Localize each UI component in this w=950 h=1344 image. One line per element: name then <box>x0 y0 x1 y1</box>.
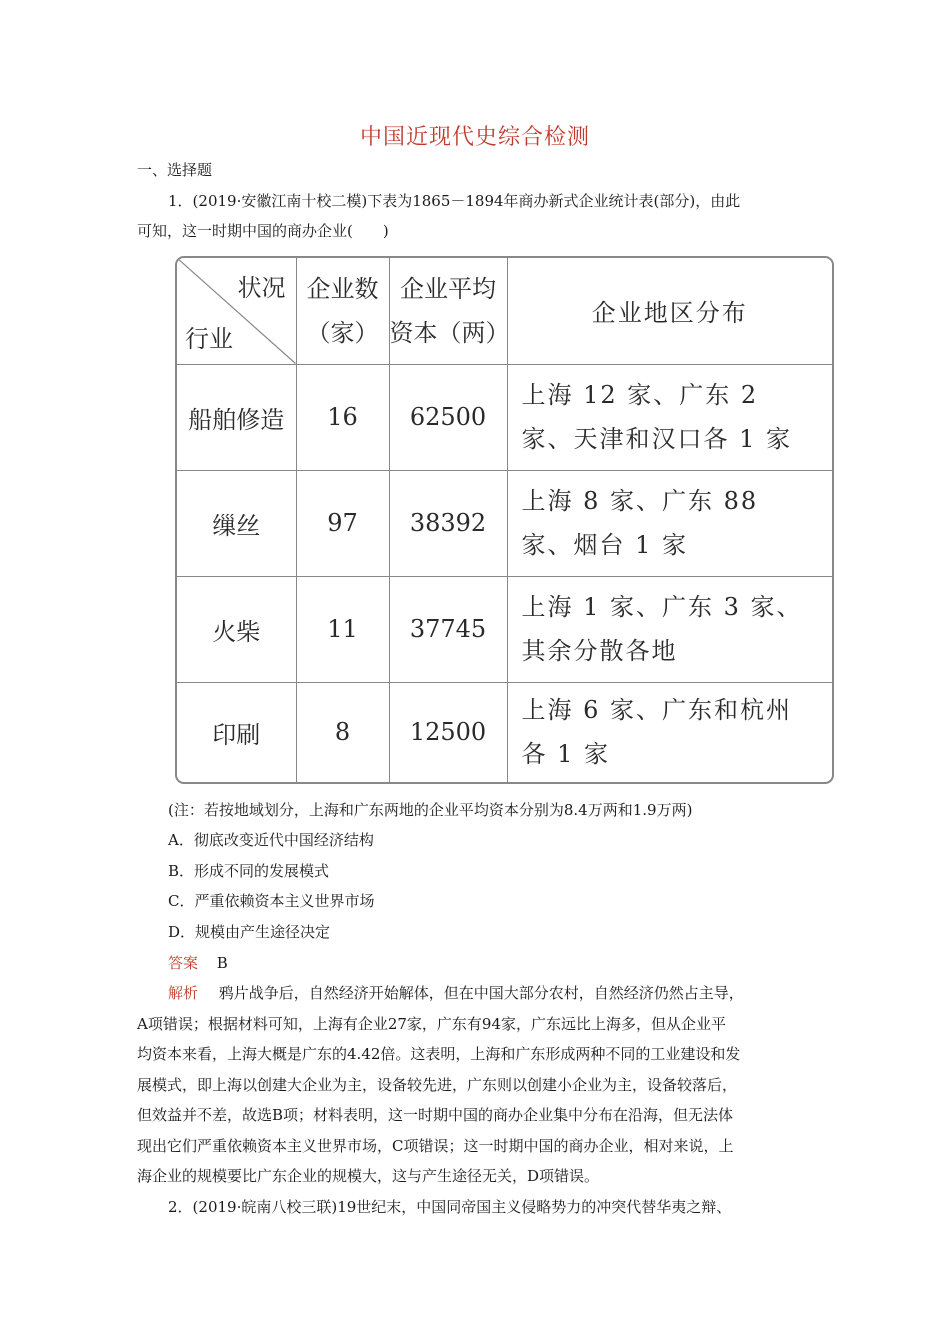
cell-capital: 38392 <box>389 470 507 576</box>
table-note: (注：若按地域划分，上海和广东两地的企业平均资本分别为8.4万两和1.9万两) <box>168 801 693 819</box>
analysis-line-5: 但效益并不差，故选B项；材料表明，这一时期中国的商办企业集中分布在沿海，但无法体 <box>137 1106 734 1124</box>
section-heading: 一、选择题 <box>137 161 213 179</box>
cell-industry: 船舶修造 <box>177 364 296 470</box>
cell-region: 上海 12 家、广东 2 家、天津和汉口各 1 家 <box>507 364 832 470</box>
cell-industry: 火柴 <box>177 576 296 682</box>
cell-region: 上海 8 家、广东 88 家、烟台 1 家 <box>507 470 832 576</box>
table-row <box>177 470 832 576</box>
analysis-text: 鸦片战争后，自然经济开始解体，但在中国大部分农村，自然经济仍然占主导， <box>218 984 744 1002</box>
answer-value: B <box>216 954 228 972</box>
question-1-line-1: 1．(2019·安徽江南十校二模)下表为1865－1894年商办新式企业统计表(部分)，由此 <box>168 192 741 210</box>
table-header-row <box>177 258 832 364</box>
question-1-line-2: 可知，这一时期中国的商办企业( ) <box>137 222 389 240</box>
cell-count: 11 <box>296 576 389 682</box>
table-row <box>177 576 832 682</box>
header-count-line-1: 企业数 <box>306 274 379 303</box>
header-capital-line-1: 企业平均 <box>400 274 496 303</box>
table-row <box>177 364 832 470</box>
cell-industry: 缫丝 <box>177 470 296 576</box>
option-c: C．严重依赖资本主义世界市场 <box>168 892 375 910</box>
table-corner-cell <box>177 258 296 364</box>
enterprise-table <box>175 256 834 784</box>
corner-header-status: 状况 <box>237 274 286 302</box>
cell-capital: 37745 <box>389 576 507 682</box>
option-b: B．形成不同的发展模式 <box>168 862 330 880</box>
answer-line <box>168 953 228 973</box>
analysis-line-1 <box>168 983 744 1003</box>
option-d: D．规模由产生途径决定 <box>168 923 331 941</box>
header-capital-line-2: 资本（两） <box>389 318 510 347</box>
cell-region: 上海 6 家、广东和杭州各 1 家 <box>507 682 832 782</box>
analysis-line-2: A项错误；根据材料可知，上海有企业27家，广东有94家，广东远比上海多，但从企业平 <box>137 1015 727 1033</box>
analysis-line-7: 海企业的规模要比广东企业的规模大，这与产生途径无关，D项错误。 <box>137 1167 600 1185</box>
analysis-line-6: 现出它们严重依赖资本主义世界市场，C项错误；这一时期中国的商办企业，相对来说，上 <box>137 1137 734 1155</box>
analysis-line-4: 展模式，即上海以创建大企业为主，设备较先进，广东则以创建小企业为主，设备较落后， <box>137 1076 738 1094</box>
header-count <box>296 258 389 364</box>
cell-region: 上海 1 家、广东 3 家、其余分散各地 <box>507 576 832 682</box>
cell-capital: 62500 <box>389 364 507 470</box>
corner-header-industry: 行业 <box>185 324 233 353</box>
cell-industry: 印刷 <box>177 682 296 782</box>
header-capital <box>389 258 510 364</box>
header-count-line-2: （家） <box>306 318 379 347</box>
analysis-line-3: 均资本来看，上海大概是广东的4.42倍。这表明，上海和广东形成两种不同的工业建设和发 <box>137 1045 741 1063</box>
table-row <box>177 682 832 782</box>
analysis-label: 解析 <box>168 984 199 1002</box>
question-2-line-1: 2．(2019·皖南八校三联)19世纪末，中国同帝国主义侵略势力的冲突代替华夷之辩、 <box>168 1198 732 1216</box>
page-title: 中国近现代史综合检测 <box>359 125 590 150</box>
header-region: 企业地区分布 <box>507 258 832 364</box>
cell-count: 8 <box>296 682 389 782</box>
cell-capital: 12500 <box>389 682 507 782</box>
cell-count: 97 <box>296 470 389 576</box>
option-a: A．彻底改变近代中国经济结构 <box>168 831 374 849</box>
answer-label: 答案 <box>168 954 199 972</box>
cell-count: 16 <box>296 364 389 470</box>
